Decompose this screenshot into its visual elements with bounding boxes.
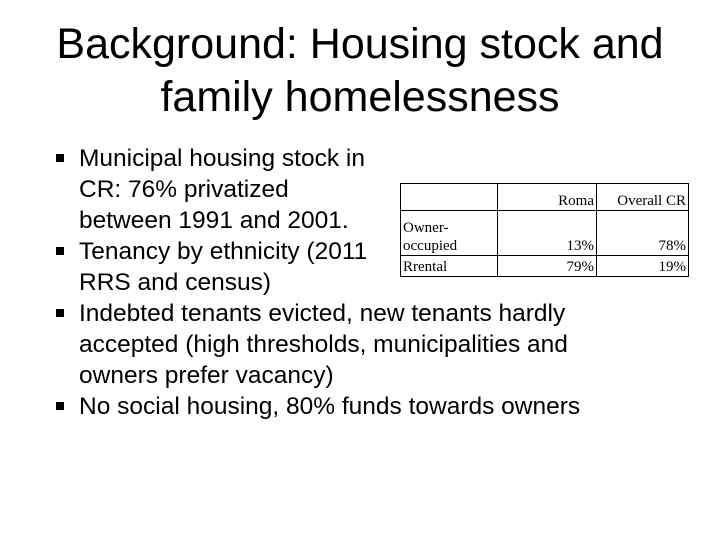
bullet-text: Tenancy by ethnicity (2011 RRS and census): [79, 238, 368, 296]
cell-roma-owner-occupied: 13%: [498, 211, 597, 256]
row-label-rental: Rrental: [401, 256, 498, 277]
column-header-overall-cr: Overall CR: [597, 184, 689, 211]
bullet-text: No social housing, 80% funds towards owners: [79, 393, 581, 420]
cell-overall-rental: 19%: [597, 256, 689, 277]
tenancy-table: [400, 183, 689, 277]
slide-title-line-2: family homelessness: [160, 73, 560, 121]
table-row: [401, 211, 689, 256]
cell-overall-owner-occupied: 78%: [597, 211, 689, 256]
square-bullet-icon: [56, 154, 64, 162]
square-bullet-icon: [56, 402, 64, 410]
square-bullet-icon: [56, 309, 64, 317]
row-label-line-1: Owner-: [403, 220, 449, 236]
table-header-row: [401, 184, 689, 211]
bullet-item: [56, 298, 696, 391]
slide-title: [0, 18, 720, 124]
row-label-line-2: occupied: [403, 238, 458, 254]
slide-title-line-1: Background: Housing stock and: [56, 20, 664, 68]
table-corner-cell: [401, 184, 498, 211]
table-row: [401, 256, 689, 277]
row-label-owner-occupied: [401, 211, 498, 256]
bullet-text: Indebted tenants evicted, new tenants hardly accepted (high thresholds, municipalities and owners prefer vacancy): [79, 300, 568, 389]
bullet-text: Municipal housing stock in CR: 76% privatized between 1991 and 2001.: [79, 145, 365, 234]
square-bullet-icon: [56, 247, 64, 255]
cell-roma-rental: 79%: [498, 256, 597, 277]
bullet-item: [56, 391, 696, 422]
column-header-roma: Roma: [498, 184, 597, 211]
